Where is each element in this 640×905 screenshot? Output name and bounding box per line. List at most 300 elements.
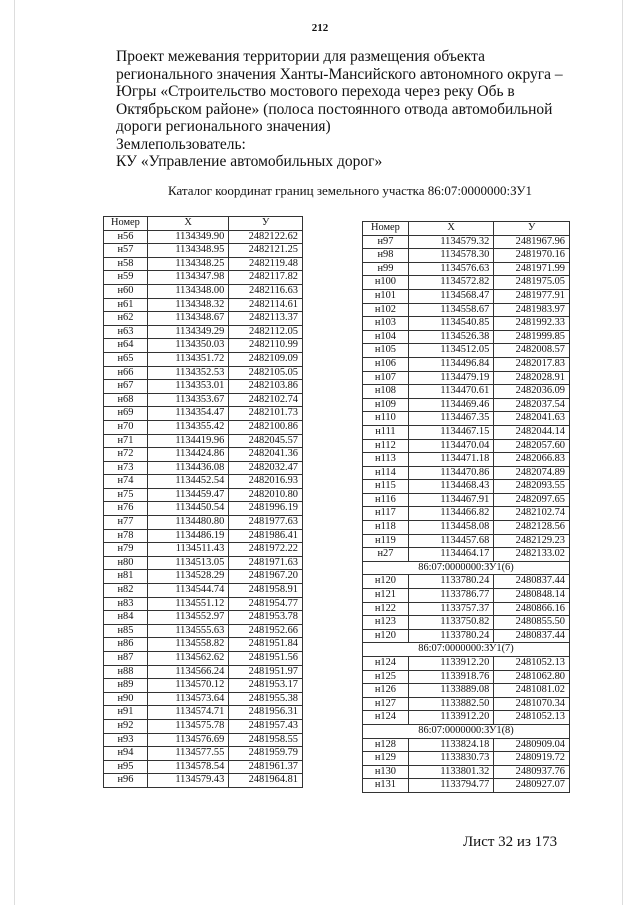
point-number: н123 (363, 616, 409, 630)
point-number: н120 (363, 575, 409, 589)
x-coordinate: 1134558.82 (147, 638, 228, 652)
x-coordinate: 1134573.64 (147, 692, 228, 706)
y-coordinate: 2481975.05 (494, 276, 570, 290)
table-row (363, 425, 570, 439)
section-row (363, 643, 570, 657)
y-coordinate: 2482036.09 (494, 385, 570, 399)
x-coordinate: 1134466.82 (408, 507, 493, 521)
y-coordinate: 2482057.60 (494, 439, 570, 453)
y-coordinate: 2481967.20 (229, 570, 303, 584)
y-coordinate: 2481062.80 (494, 670, 570, 684)
y-coordinate: 2482066.83 (494, 453, 570, 467)
y-coordinate: 2481961.37 (229, 760, 303, 774)
point-number: н122 (363, 602, 409, 616)
point-number: н128 (363, 738, 409, 752)
y-coordinate: 2482010.80 (229, 488, 303, 502)
point-number: н73 (104, 461, 148, 475)
y-coordinate: 2481959.79 (229, 747, 303, 761)
point-number: н58 (104, 257, 148, 271)
x-coordinate: 1134348.00 (147, 284, 228, 298)
x-coordinate: 1134350.03 (147, 339, 228, 353)
y-coordinate: 2481983.97 (494, 303, 570, 317)
header-x: X (147, 217, 228, 231)
header-x: X (408, 222, 493, 236)
x-coordinate: 1133780.24 (408, 575, 493, 589)
table-row (104, 475, 303, 489)
y-coordinate: 2481052.13 (494, 657, 570, 671)
table-row (363, 249, 570, 263)
point-number: н60 (104, 284, 148, 298)
point-number: н68 (104, 393, 148, 407)
table-row (104, 529, 303, 543)
catalog-title: Каталог координат границ земельного участка 86:07:0000000:ЗУ1 (168, 183, 532, 198)
point-number: н77 (104, 516, 148, 530)
table-row (104, 556, 303, 570)
y-coordinate: 2480848.14 (494, 589, 570, 603)
y-coordinate: 2482017.83 (494, 357, 570, 371)
x-coordinate: 1134555.63 (147, 624, 228, 638)
table-row (363, 235, 570, 249)
table-row (363, 385, 570, 399)
table-row (363, 493, 570, 507)
y-coordinate: 2482128.56 (494, 521, 570, 535)
x-coordinate: 1134470.86 (408, 466, 493, 480)
point-number: н117 (363, 507, 409, 521)
table-row (363, 412, 570, 426)
y-coordinate: 2481970.16 (494, 249, 570, 263)
table-row (363, 453, 570, 467)
y-coordinate: 2481986.41 (229, 529, 303, 543)
table-row (104, 747, 303, 761)
y-coordinate: 2481953.78 (229, 611, 303, 625)
table-row (104, 719, 303, 733)
y-coordinate: 2481956.31 (229, 706, 303, 720)
x-coordinate: 1134558.67 (408, 303, 493, 317)
point-number: н83 (104, 597, 148, 611)
point-number: н88 (104, 665, 148, 679)
x-coordinate: 1134352.53 (147, 366, 228, 380)
y-coordinate: 2482102.74 (229, 393, 303, 407)
table-row (363, 684, 570, 698)
x-coordinate: 1134470.04 (408, 439, 493, 453)
point-number: н114 (363, 466, 409, 480)
y-coordinate: 2480837.44 (494, 575, 570, 589)
y-coordinate: 2481977.91 (494, 289, 570, 303)
point-number: н57 (104, 244, 148, 258)
point-number: н95 (104, 760, 148, 774)
table-row (104, 298, 303, 312)
table-row (363, 575, 570, 589)
table-header-row (363, 222, 570, 236)
y-coordinate: 2482122.62 (229, 230, 303, 244)
x-coordinate: 1133794.77 (408, 779, 493, 793)
table-row (363, 303, 570, 317)
table-row (104, 352, 303, 366)
table-row (363, 521, 570, 535)
table-row (104, 420, 303, 434)
point-number: н66 (104, 366, 148, 380)
x-coordinate: 1134348.25 (147, 257, 228, 271)
table-row (104, 366, 303, 380)
y-coordinate: 2482110.99 (229, 339, 303, 353)
table-row (363, 439, 570, 453)
table-row (363, 548, 570, 562)
point-number: н86 (104, 638, 148, 652)
coordinates-table-left (103, 216, 303, 788)
x-coordinate: 1134562.62 (147, 652, 228, 666)
y-coordinate: 2482117.82 (229, 271, 303, 285)
table-row (104, 570, 303, 584)
table-row (104, 638, 303, 652)
x-coordinate: 1133750.82 (408, 616, 493, 630)
table-row (104, 284, 303, 298)
point-number: н70 (104, 420, 148, 434)
point-number: н109 (363, 398, 409, 412)
table-row (363, 357, 570, 371)
x-coordinate: 1133918.76 (408, 670, 493, 684)
x-coordinate: 1134468.43 (408, 480, 493, 494)
table-row (104, 325, 303, 339)
x-coordinate: 1134574.71 (147, 706, 228, 720)
y-coordinate: 2482016.93 (229, 475, 303, 489)
x-coordinate: 1133889.08 (408, 684, 493, 698)
y-coordinate: 2480927.07 (494, 779, 570, 793)
point-number: н65 (104, 352, 148, 366)
table-row (363, 480, 570, 494)
point-number: н111 (363, 425, 409, 439)
section-label: 86:07:0000000:ЗУ1(8) (363, 724, 570, 738)
point-number: н78 (104, 529, 148, 543)
point-number: н96 (104, 774, 148, 788)
y-coordinate: 2482041.63 (494, 412, 570, 426)
point-number: н81 (104, 570, 148, 584)
point-number: н90 (104, 692, 148, 706)
section-row (363, 561, 570, 575)
point-number: н87 (104, 652, 148, 666)
y-coordinate: 2481955.38 (229, 692, 303, 706)
x-coordinate: 1134353.01 (147, 380, 228, 394)
header-num: Номер (363, 222, 409, 236)
table-row (104, 706, 303, 720)
x-coordinate: 1133912.20 (408, 657, 493, 671)
coordinates-table-right (362, 221, 570, 793)
table-row (104, 339, 303, 353)
point-number: н112 (363, 439, 409, 453)
x-coordinate: 1134349.29 (147, 325, 228, 339)
point-number: н120 (363, 629, 409, 643)
y-coordinate: 2481996.19 (229, 502, 303, 516)
table-row (104, 774, 303, 788)
table-row (104, 271, 303, 285)
y-coordinate: 2481999.85 (494, 330, 570, 344)
y-coordinate: 2480855.50 (494, 616, 570, 630)
header-line: Октябрьском районе» (полоса постоянного отвода автомобильной (116, 100, 553, 118)
table-header-row (104, 217, 303, 231)
y-coordinate: 2481972.22 (229, 543, 303, 557)
point-number: н64 (104, 339, 148, 353)
x-coordinate: 1134544.74 (147, 584, 228, 598)
header-line: КУ «Управление автомобильных дорог» (116, 153, 383, 170)
table-row (104, 380, 303, 394)
point-number: н84 (104, 611, 148, 625)
table-row (104, 393, 303, 407)
table-row (104, 665, 303, 679)
y-coordinate: 2480909.04 (494, 738, 570, 752)
table-row (104, 244, 303, 258)
point-number: н108 (363, 385, 409, 399)
point-number: н69 (104, 407, 148, 421)
point-number: н124 (363, 711, 409, 725)
table-row (104, 516, 303, 530)
header-line: Землепользователь: (116, 135, 246, 153)
table-row (363, 629, 570, 643)
table-row (104, 448, 303, 462)
x-coordinate: 1133882.50 (408, 697, 493, 711)
point-number: н89 (104, 679, 148, 693)
point-number: н118 (363, 521, 409, 535)
table-row (363, 765, 570, 779)
point-number: н72 (104, 448, 148, 462)
point-number: н129 (363, 752, 409, 766)
table-row (363, 711, 570, 725)
x-coordinate: 1134348.67 (147, 312, 228, 326)
point-number: н101 (363, 289, 409, 303)
x-coordinate: 1133786.77 (408, 589, 493, 603)
point-number: н115 (363, 480, 409, 494)
point-number: н121 (363, 589, 409, 603)
y-coordinate: 2480937.76 (494, 765, 570, 779)
point-number: н80 (104, 556, 148, 570)
y-coordinate: 2482100.86 (229, 420, 303, 434)
point-number: н105 (363, 344, 409, 358)
y-coordinate: 2481952.66 (229, 624, 303, 638)
x-coordinate: 1134513.05 (147, 556, 228, 570)
x-coordinate: 1133780.24 (408, 629, 493, 643)
left-edge-line (14, 0, 15, 905)
x-coordinate: 1134552.97 (147, 611, 228, 625)
x-coordinate: 1134353.67 (147, 393, 228, 407)
table-row (104, 611, 303, 625)
table-row (104, 733, 303, 747)
point-number: н27 (363, 548, 409, 562)
table-row (363, 657, 570, 671)
x-coordinate: 1134459.47 (147, 488, 228, 502)
point-number: н100 (363, 276, 409, 290)
header-y: У (229, 217, 303, 231)
x-coordinate: 1134579.32 (408, 235, 493, 249)
sheet-number: Лист 32 из 173 (463, 834, 558, 850)
x-coordinate: 1133912.20 (408, 711, 493, 725)
x-coordinate: 1134568.47 (408, 289, 493, 303)
x-coordinate: 1134347.98 (147, 271, 228, 285)
x-coordinate: 1133757.37 (408, 602, 493, 616)
x-coordinate: 1134458.08 (408, 521, 493, 535)
table-row (104, 230, 303, 244)
x-coordinate: 1134464.17 (408, 548, 493, 562)
x-coordinate: 1134570.12 (147, 679, 228, 693)
table-row (104, 543, 303, 557)
table-row (363, 670, 570, 684)
y-coordinate: 2480837.44 (494, 629, 570, 643)
x-coordinate: 1134575.78 (147, 719, 228, 733)
section-label: 86:07:0000000:ЗУ1(6) (363, 561, 570, 575)
table-row (104, 692, 303, 706)
x-coordinate: 1134551.12 (147, 597, 228, 611)
document-header (116, 48, 586, 171)
y-coordinate: 2481951.84 (229, 638, 303, 652)
y-coordinate: 2482093.55 (494, 480, 570, 494)
point-number: н82 (104, 584, 148, 598)
point-number: н116 (363, 493, 409, 507)
table-row (104, 652, 303, 666)
table-row (363, 398, 570, 412)
x-coordinate: 1134479.19 (408, 371, 493, 385)
point-number: н102 (363, 303, 409, 317)
y-coordinate: 2480919.72 (494, 752, 570, 766)
table-row (363, 534, 570, 548)
point-number: н63 (104, 325, 148, 339)
y-coordinate: 2481967.96 (494, 235, 570, 249)
table-row (363, 344, 570, 358)
point-number: н119 (363, 534, 409, 548)
y-coordinate: 2482109.09 (229, 352, 303, 366)
point-number: н103 (363, 317, 409, 331)
point-number: н106 (363, 357, 409, 371)
y-coordinate: 2482041.36 (229, 448, 303, 462)
y-coordinate: 2481971.99 (494, 262, 570, 276)
point-number: н131 (363, 779, 409, 793)
table-row (104, 407, 303, 421)
y-coordinate: 2481977.63 (229, 516, 303, 530)
x-coordinate: 1134424.86 (147, 448, 228, 462)
point-number: н125 (363, 670, 409, 684)
table-row (363, 262, 570, 276)
y-coordinate: 2480866.16 (494, 602, 570, 616)
x-coordinate: 1134351.72 (147, 352, 228, 366)
x-coordinate: 1134354.47 (147, 407, 228, 421)
x-coordinate: 1134486.19 (147, 529, 228, 543)
x-coordinate: 1134450.54 (147, 502, 228, 516)
section-label: 86:07:0000000:ЗУ1(7) (363, 643, 570, 657)
y-coordinate: 2481951.97 (229, 665, 303, 679)
x-coordinate: 1134576.69 (147, 733, 228, 747)
point-number: н71 (104, 434, 148, 448)
y-coordinate: 2482129.23 (494, 534, 570, 548)
point-number: н97 (363, 235, 409, 249)
point-number: н61 (104, 298, 148, 312)
table-row (104, 434, 303, 448)
x-coordinate: 1134471.18 (408, 453, 493, 467)
table-row (104, 257, 303, 271)
header-y: У (494, 222, 570, 236)
point-number: н74 (104, 475, 148, 489)
x-coordinate: 1134436.08 (147, 461, 228, 475)
y-coordinate: 2481081.02 (494, 684, 570, 698)
table-row (363, 507, 570, 521)
x-coordinate: 1134349.90 (147, 230, 228, 244)
y-coordinate: 2482074.89 (494, 466, 570, 480)
section-row (363, 724, 570, 738)
point-number: н91 (104, 706, 148, 720)
y-coordinate: 2482101.73 (229, 407, 303, 421)
table-row (363, 466, 570, 480)
point-number: н107 (363, 371, 409, 385)
y-coordinate: 2482032.47 (229, 461, 303, 475)
x-coordinate: 1134457.68 (408, 534, 493, 548)
header-num: Номер (104, 217, 148, 231)
y-coordinate: 2481958.91 (229, 584, 303, 598)
y-coordinate: 2482133.02 (494, 548, 570, 562)
point-number: н104 (363, 330, 409, 344)
x-coordinate: 1134470.61 (408, 385, 493, 399)
y-coordinate: 2482037.54 (494, 398, 570, 412)
y-coordinate: 2482119.48 (229, 257, 303, 271)
y-coordinate: 2481958.55 (229, 733, 303, 747)
x-coordinate: 1134540.85 (408, 317, 493, 331)
point-number: н127 (363, 697, 409, 711)
x-coordinate: 1134348.32 (147, 298, 228, 312)
point-number: н79 (104, 543, 148, 557)
y-coordinate: 2482028.91 (494, 371, 570, 385)
y-coordinate: 2481070.34 (494, 697, 570, 711)
x-coordinate: 1134452.54 (147, 475, 228, 489)
x-coordinate: 1134480.80 (147, 516, 228, 530)
header-line: Проект межевания территории для размещения объекта (116, 48, 485, 65)
table-row (104, 624, 303, 638)
table-row (363, 317, 570, 331)
y-coordinate: 2481951.56 (229, 652, 303, 666)
x-coordinate: 1134512.05 (408, 344, 493, 358)
header-line: дороги регионального значения) (116, 118, 331, 135)
x-coordinate: 1134579.43 (147, 774, 228, 788)
y-coordinate: 2482044.14 (494, 425, 570, 439)
y-coordinate: 2481971.63 (229, 556, 303, 570)
table-row (104, 679, 303, 693)
point-number: н124 (363, 657, 409, 671)
point-number: н67 (104, 380, 148, 394)
table-row (363, 289, 570, 303)
x-coordinate: 1133824.18 (408, 738, 493, 752)
point-number: н75 (104, 488, 148, 502)
table-row (104, 488, 303, 502)
y-coordinate: 2482045.57 (229, 434, 303, 448)
y-coordinate: 2482103.86 (229, 380, 303, 394)
point-number: н113 (363, 453, 409, 467)
table-row (363, 752, 570, 766)
right-edge-line (622, 0, 623, 905)
x-coordinate: 1134355.42 (147, 420, 228, 434)
y-coordinate: 2481992.33 (494, 317, 570, 331)
y-coordinate: 2481964.81 (229, 774, 303, 788)
x-coordinate: 1134576.63 (408, 262, 493, 276)
x-coordinate: 1134578.30 (408, 249, 493, 263)
point-number: н110 (363, 412, 409, 426)
x-coordinate: 1134419.96 (147, 434, 228, 448)
point-number: н126 (363, 684, 409, 698)
table-row (104, 584, 303, 598)
table-row (363, 779, 570, 793)
y-coordinate: 2481052.13 (494, 711, 570, 725)
point-number: н98 (363, 249, 409, 263)
x-coordinate: 1134467.15 (408, 425, 493, 439)
header-line: регионального значения Ханты-Мансийского автономного округа – (116, 65, 563, 83)
y-coordinate: 2482105.05 (229, 366, 303, 380)
point-number: н59 (104, 271, 148, 285)
x-coordinate: 1134528.29 (147, 570, 228, 584)
x-coordinate: 1134469.46 (408, 398, 493, 412)
y-coordinate: 2482114.61 (229, 298, 303, 312)
point-number: н56 (104, 230, 148, 244)
